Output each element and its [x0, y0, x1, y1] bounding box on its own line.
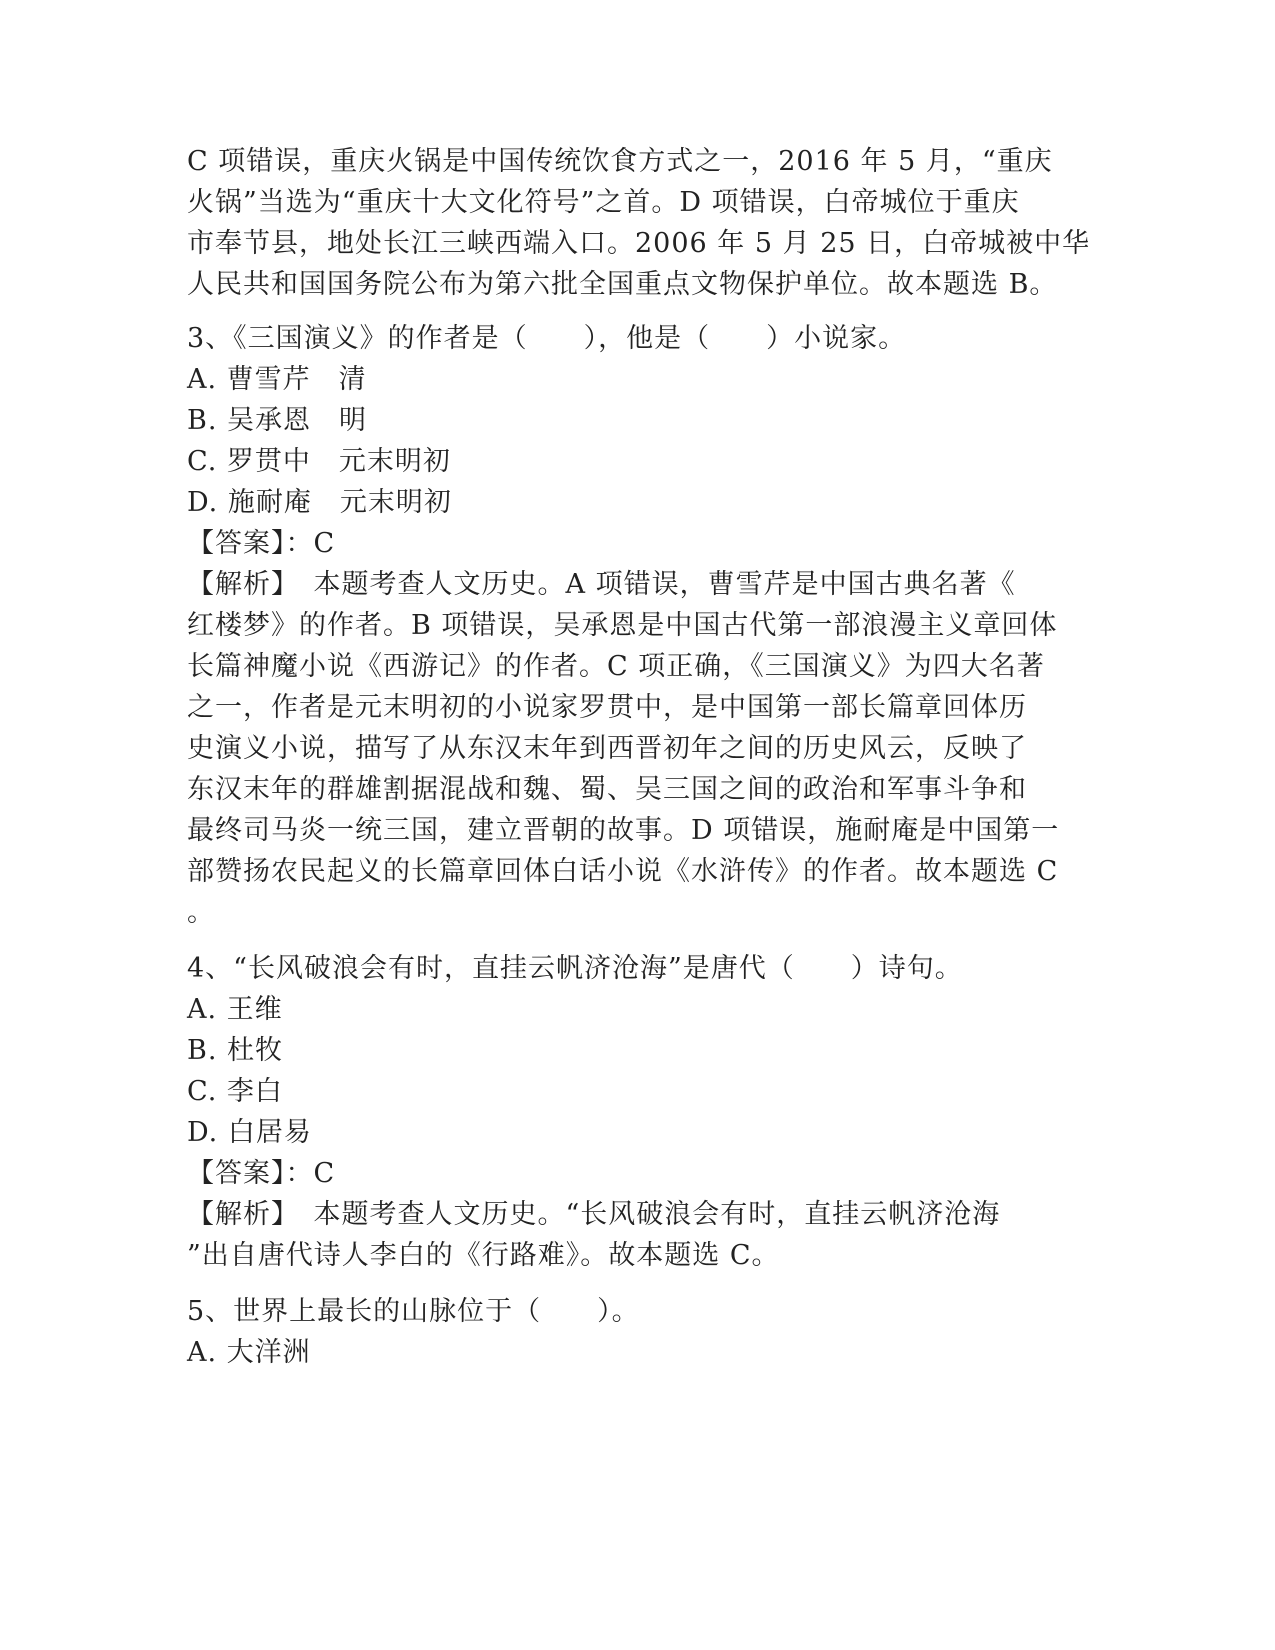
- q4-answer: 【答案】：C: [187, 1158, 336, 1189]
- q3-explanation-line: 部赞扬农民起义的长篇章回体白话小说《水浒传》的作者。故本题选 C: [187, 856, 1059, 887]
- q3-option-d: D. 施耐庵 元末明初: [187, 487, 452, 518]
- q2-explanation-line: 人民共和国国务院公布为第六批全国重点文物保护单位。故本题选 B。: [187, 269, 1058, 300]
- q5-option-a: A. 大洋洲: [187, 1337, 311, 1368]
- q4-option-b: B. 杜牧: [187, 1035, 284, 1066]
- q4-explanation-line: 【解析】 本题考查人文历史。“长风破浪会有时，直挂云帆济沧海: [187, 1199, 1001, 1230]
- q2-explanation-line: 市奉节县，地处长江三峡西端入口。2006 年 5 月 25 日，白帝城被中华: [187, 228, 1091, 259]
- q2-explanation-line: C 项错误，重庆火锅是中国传统饮食方式之一，2016 年 5 月，“重庆: [187, 146, 1053, 177]
- q4-option-c: C. 李白: [187, 1076, 283, 1107]
- q3-explanation-line: 长篇神魔小说《西游记》的作者。C 项正确，《三国演义》为四大名著: [187, 651, 1045, 682]
- q3-option-c: C. 罗贯中 元末明初: [187, 446, 451, 477]
- q3-explanation-line: 【解析】 本题考查人文历史。A 项错误，曹雪芹是中国古典名著《: [187, 569, 1016, 600]
- q2-explanation-line: 火锅”当选为“重庆十大文化符号”之首。D 项错误，白帝城位于重庆: [187, 187, 1020, 218]
- q3-option-a: A. 曹雪芹 清: [187, 364, 367, 395]
- q3-answer: 【答案】：C: [187, 528, 336, 559]
- q4-stem: 4、“长风破浪会有时，直挂云帆济沧海”是唐代（ ）诗句。: [187, 953, 963, 984]
- q3-explanation-line: 最终司马炎一统三国，建立晋朝的故事。D 项错误，施耐庵是中国第一: [187, 815, 1060, 846]
- q3-option-b: B. 吴承恩 明: [187, 405, 368, 436]
- q3-explanation-line: 之一，作者是元末明初的小说家罗贯中，是中国第一部长篇章回体历: [187, 692, 1027, 723]
- q3-explanation-line: 史演义小说，描写了从东汉末年到西晋初年之间的历史风云，反映了: [187, 733, 1027, 764]
- q3-explanation-line: 。: [187, 897, 215, 928]
- q4-option-a: A. 王维: [187, 994, 283, 1025]
- q3-stem: 3、《三国演义》的作者是（ ），他是（ ）小说家。: [187, 323, 907, 354]
- q5-stem: 5、世界上最长的山脉位于（ ）。: [187, 1296, 640, 1327]
- q3-explanation-line: 东汉末年的群雄割据混战和魏、蜀、吴三国之间的政治和军事斗争和: [187, 774, 1027, 805]
- q3-explanation-line: 红楼梦》的作者。B 项错误，吴承恩是中国古代第一部浪漫主义章回体: [187, 610, 1058, 641]
- q4-explanation-line: ”出自唐代诗人李白的《行路难》。故本题选 C。: [187, 1240, 780, 1271]
- q4-option-d: D. 白居易: [187, 1117, 312, 1148]
